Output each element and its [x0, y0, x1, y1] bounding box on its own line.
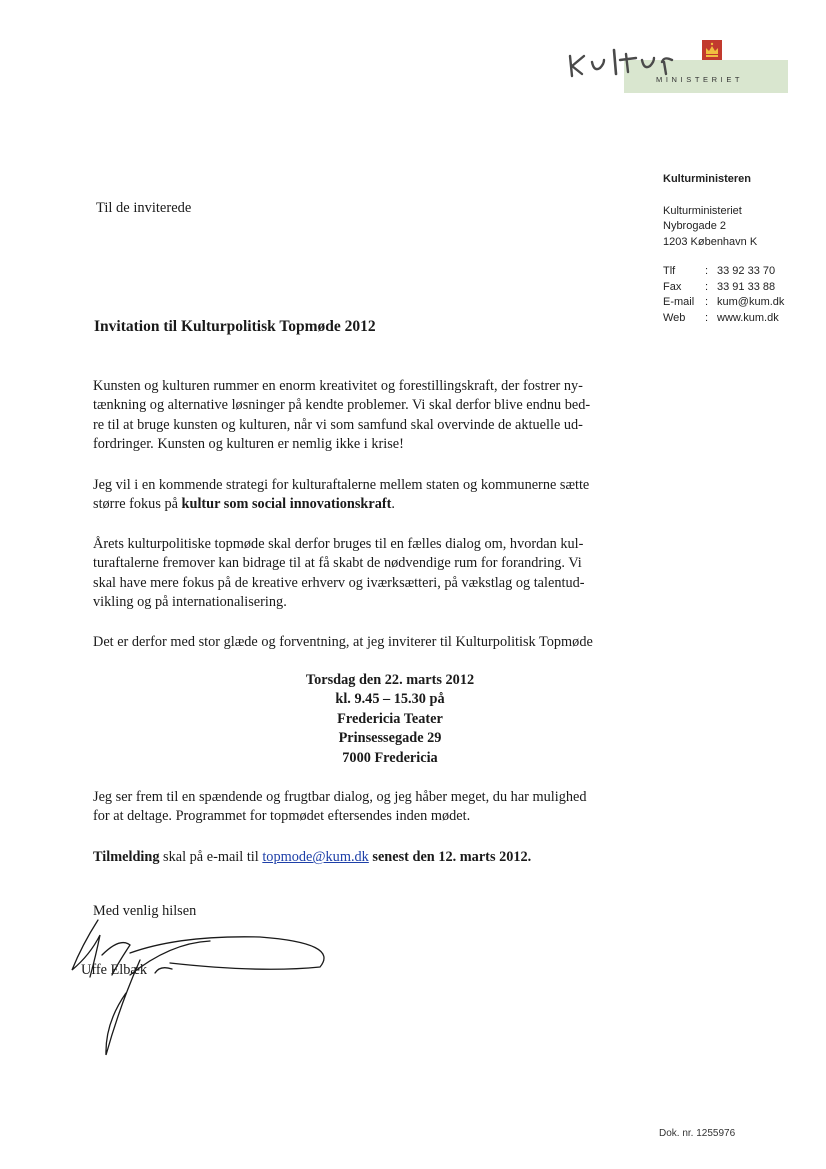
kulturministeriet-logo — [562, 38, 788, 94]
contact-label: Web — [663, 311, 686, 324]
address-line: Nybrogade 2 — [663, 220, 726, 232]
text-line: fordringer. Kunsten og kulturen er nemlig ikke i krise! — [93, 436, 404, 453]
text-line: Det er derfor med stor glæde og forventning, at jeg inviterer til Kulturpolitisk Topmøde — [93, 634, 593, 650]
contact-row-email: E-mail : kum@kum.dk — [663, 295, 813, 311]
text-line: Jeg vil i en kommende strategi for kulturaftalerne mellem staten og kommunerne sætte — [93, 477, 590, 493]
contact-row-web: Web : www.kum.dk — [663, 311, 813, 327]
contact-label: Fax — [663, 280, 682, 293]
text-line: Jeg ser frem til en spændende og frugtbar dialog, og jeg håber meget, du har mulighed — [93, 789, 587, 805]
event-date: Torsdag den 22. marts 2012 — [305, 672, 475, 688]
paragraph-summit — [93, 535, 661, 613]
text-line: vikling og på internationalisering. — [93, 594, 287, 611]
contact-value[interactable]: kum@kum.dk — [717, 296, 785, 308]
sender-address — [663, 204, 813, 251]
paragraph-strategy — [93, 476, 661, 515]
contact-value[interactable]: www.kum.dk — [717, 311, 779, 324]
letter-title: Invitation til Kulturpolitisk Topmøde 2012 — [94, 318, 376, 335]
contact-label: E-mail — [663, 296, 695, 308]
contact-list — [663, 264, 813, 326]
text-line: for at deltage. Programmet for topmødet eftersendes inden mødet. — [93, 808, 471, 825]
signer-name: Uffe Elbæk — [81, 962, 148, 978]
sender-name: Kulturministeren — [663, 173, 752, 185]
contact-label: Tlf — [663, 265, 676, 277]
text-line: større fokus på kultur som social innovationskraft. — [93, 496, 395, 513]
text-line: Kunsten og kulturen rummer en enorm kreativitet og forestillingskraft, der fostrer ny- — [93, 378, 583, 394]
signup-deadline: senest den 12. marts 2012. — [368, 849, 532, 865]
crown-icon — [702, 40, 722, 60]
paragraph-signup: Tilmelding skal på e-mail til topmode@kum.dk senest den 12. marts 2012. — [93, 849, 532, 865]
paragraph-invite — [93, 633, 661, 652]
document-number: Dok. nr. 1255976 — [659, 1128, 736, 1139]
closing-greeting: Med venlig hilsen — [93, 903, 197, 919]
contact-row-fax: Fax : 33 91 33 88 — [663, 280, 813, 296]
handwritten-signature — [60, 915, 350, 1065]
event-details — [220, 671, 560, 768]
contact-row-phone: Tlf : 33 92 33 70 — [663, 264, 813, 280]
sender-info — [663, 172, 813, 326]
signup-label: Tilmelding — [93, 849, 160, 865]
signup-email-link[interactable]: topmode@kum.dk — [262, 849, 369, 865]
text-line: skal have mere fokus på de kreative erhverv og iværksætteri, på vækstlag og talentud- — [93, 574, 585, 591]
text-line: Årets kulturpolitiske topmøde skal derfor bruges til en fælles dialog om, hvordan kul- — [93, 536, 584, 552]
address-line: Kulturministeriet — [663, 204, 742, 217]
event-time: kl. 9.45 – 15.30 på — [335, 691, 445, 708]
emphasis: kultur som social innovationskraft — [181, 496, 392, 513]
paragraph-intro — [93, 377, 661, 455]
logo-subtitle: MINISTERIET — [656, 75, 744, 84]
text-line: turaftalerne fremover kan bidrage til at få skabt de nødvendige rum for forandring. Vi — [93, 555, 582, 572]
text-line: tænkning og alternative løsninger på kendte problemer. Vi skal derfor blive endnu bed- — [93, 397, 591, 414]
event-city: 7000 Fredericia — [342, 749, 438, 766]
address-line: 1203 København K — [663, 235, 758, 248]
event-street: Prinsessegade 29 — [338, 730, 442, 747]
contact-value: 33 91 33 88 — [717, 280, 776, 293]
recipient-line: Til de inviterede — [96, 200, 192, 216]
paragraph-dialog — [93, 788, 661, 827]
event-venue: Fredericia Teater — [337, 710, 443, 727]
contact-value: 33 92 33 70 — [717, 265, 776, 277]
text-line: re til at bruge kunsten og kulturen, når vi som samfund skal overvinde de aktuelle ud- — [93, 416, 583, 433]
